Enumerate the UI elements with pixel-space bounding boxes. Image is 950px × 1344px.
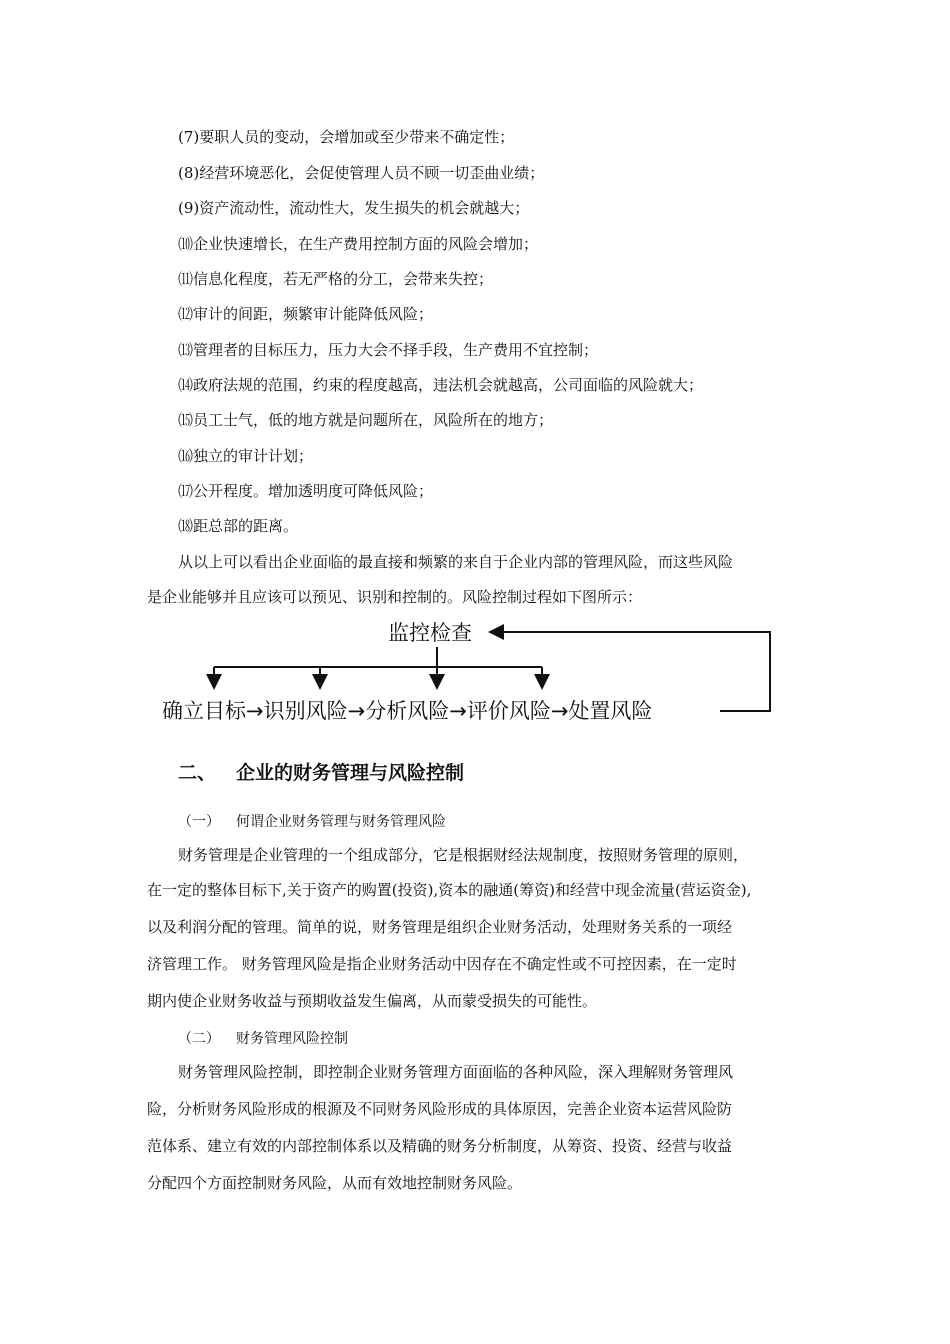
paragraph-line: 险，分析财务风险形成的根源及不同财务风险形成的具体原因，完善企业资本运营风险防 bbox=[147, 1100, 733, 1118]
diagram-node-set-goals: 确立目标 bbox=[162, 699, 246, 723]
subsection-heading bbox=[178, 811, 446, 831]
subsection-title: 何谓企业财务管理与财务管理风险 bbox=[236, 814, 446, 830]
list-item: (7)要职人员的变动，会增加或至少带来不确定性； bbox=[178, 128, 515, 146]
flow-arrow: → bbox=[347, 699, 366, 723]
section-number: 二、 bbox=[178, 762, 217, 784]
intro-paragraph-line: 从以上可以看出企业面临的最直接和频繁的来自于企业内部的管理风险，而这些风险 bbox=[178, 553, 734, 571]
section-title: 企业的财务管理与风险控制 bbox=[236, 762, 465, 784]
subsection-number: （二） bbox=[178, 1031, 220, 1047]
subsection-title: 财务管理风险控制 bbox=[236, 1031, 348, 1047]
list-item: ⒅距总部的距离。 bbox=[178, 517, 299, 535]
diagram-node-evaluate-risk: 评价风险 bbox=[466, 699, 551, 723]
intro-paragraph-line: 是企业能够并且应该可以预见、识别和控制的。风险控制过程如下图所示： bbox=[147, 588, 643, 606]
paragraph-line: 财务管理是企业管理的一个组成部分，它是根据财经法规制度，按照财务管理的原则， bbox=[178, 846, 749, 864]
paragraph-line: 以及利润分配的管理。简单的说，财务管理是组织企业财务活动，处理财务关系的一项经 bbox=[147, 918, 733, 936]
flow-arrow: → bbox=[550, 699, 569, 723]
diagram-flow bbox=[162, 699, 652, 723]
flow-arrow: → bbox=[449, 699, 467, 723]
list-item: ⒀管理者的目标压力，压力大会不择手段，生产费用不宜控制； bbox=[178, 341, 599, 359]
list-item: ⑽企业快速增长，在生产费用控制方面的风险会增加； bbox=[178, 235, 539, 253]
paragraph-line: 范体系、建立有效的内部控制体系以及精确的财务分析制度，从筹资、投资、经营与收益 bbox=[147, 1137, 733, 1155]
list-item: ⑿审计的间距，频繁审计能降低风险； bbox=[178, 305, 434, 323]
paragraph-line: 分配四个方面控制财务风险，从而有效地控制财务风险。 bbox=[147, 1174, 523, 1192]
list-item: ⑾信息化程度，若无严格的分工，会带来失控； bbox=[178, 270, 494, 288]
list-item: (9)资产流动性，流动性大，发生损失的机会就越大； bbox=[178, 199, 530, 217]
subsection-heading bbox=[178, 1028, 348, 1048]
diagram-node-identify-risk: 识别风险 bbox=[263, 699, 348, 723]
paragraph-line: 财务管理风险控制，即控制企业财务管理方面面临的各种风险，深入理解财务管理风 bbox=[178, 1063, 734, 1081]
subsection-number: （一） bbox=[178, 814, 220, 830]
paragraph-line: 期内使企业财务收益与预期收益发生偏离，从而蒙受损失的可能性。 bbox=[147, 992, 598, 1010]
list-item: (8)经营环境恶化，会促使管理人员不顾一切歪曲业绩； bbox=[178, 164, 545, 182]
paragraph-line: 济管理工作。 财务管理风险是指企业财务活动中因存在不确定性或不可控因素，在一定时 bbox=[147, 955, 737, 973]
risk-control-process-diagram bbox=[150, 615, 790, 735]
list-item: ⒁政府法规的范围，约束的程度越高，违法机会就越高，公司面临的风险就大； bbox=[178, 376, 704, 394]
section-heading bbox=[178, 758, 464, 785]
flow-arrow: → bbox=[246, 699, 264, 723]
list-item: ⒂员工士气，低的地方就是问题所在，风险所在的地方； bbox=[178, 411, 554, 429]
paragraph-line: 在一定的整体目标下,关于资产的购置(投资),资本的融通(筹资)和经营中现金流量(营运资金), bbox=[147, 881, 752, 899]
list-item: ⒃独立的审计计划； bbox=[178, 447, 314, 465]
list-item: ⒄公开程度。增加透明度可降低风险； bbox=[178, 482, 434, 500]
diagram-node-handle-risk: 处置风险 bbox=[568, 699, 653, 723]
diagram-node-analyze-risk: 分析风险 bbox=[365, 699, 450, 723]
diagram-node-monitor: 监控检查 bbox=[388, 621, 472, 645]
